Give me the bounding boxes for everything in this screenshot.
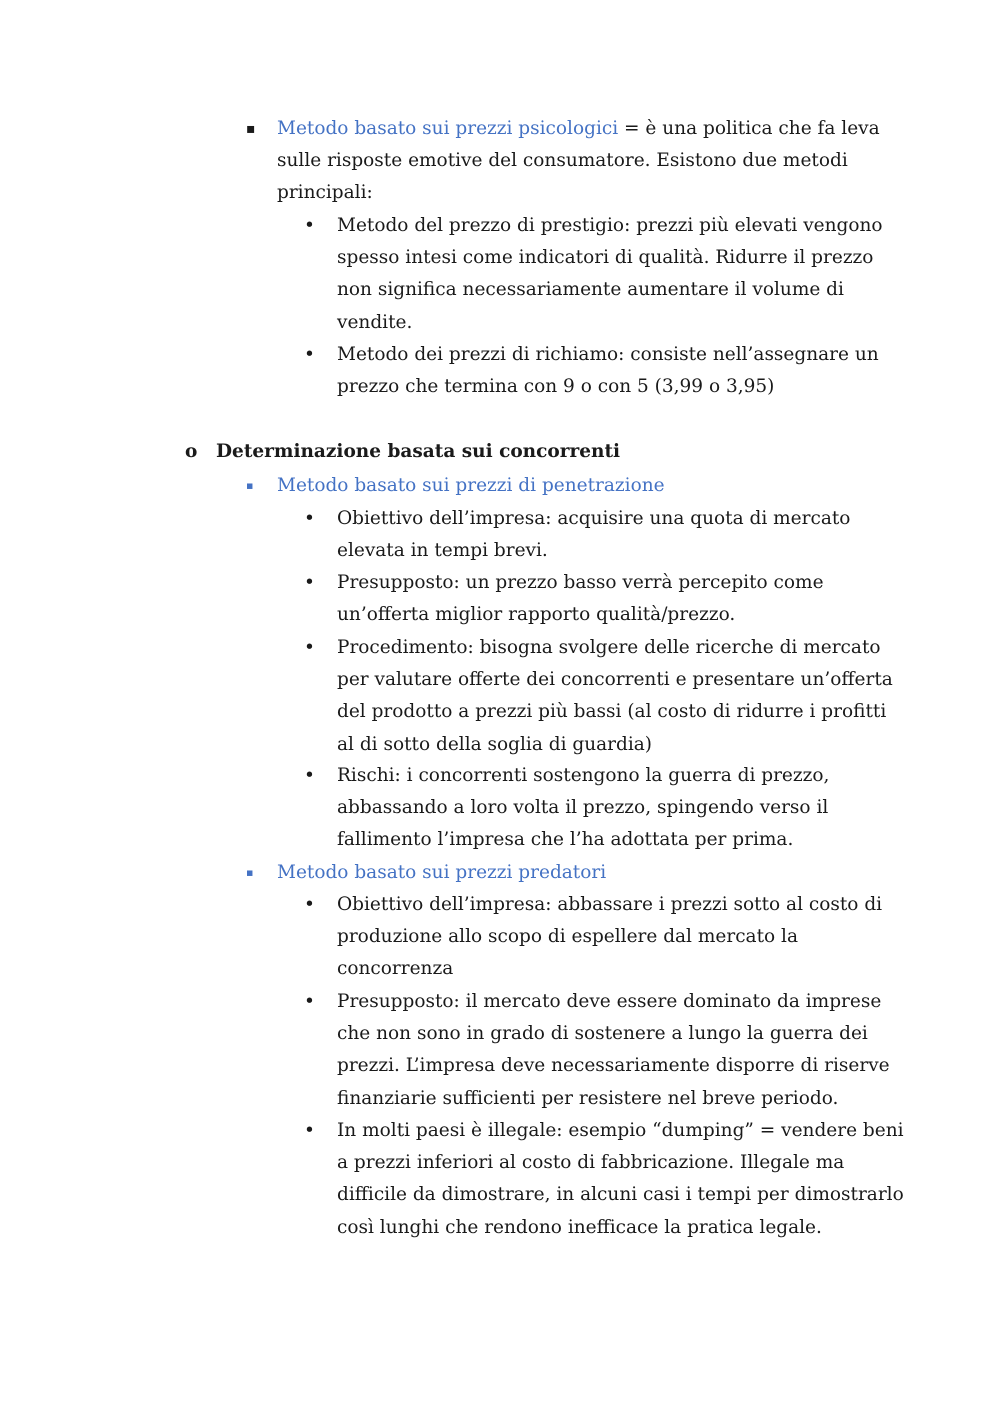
text-line: vendite. (337, 311, 413, 333)
list-item (337, 1115, 904, 1244)
text-line: produzione allo scopo di espellere dal mercato la (337, 926, 798, 948)
text-line: concorrenza (337, 958, 454, 980)
text-line: difficile da dimostrare, in alcuni casi i tempi per dimostrarlo (337, 1184, 904, 1206)
text-line: Obiettivo dell’impresa: abbassare i prezzi sotto al costo di (337, 894, 883, 915)
text-line: Rischi: i concorrenti sostengono la guerra di prezzo, (337, 765, 830, 786)
text-line: un’offerta miglior rapporto qualità/prezzo. (337, 604, 736, 626)
section-heading: Determinazione basata sui concorrenti (216, 441, 621, 462)
list-item (337, 632, 893, 761)
text-line: Procedimento: bisogna svolgere delle ricerche di mercato (337, 637, 881, 658)
text-line: così lunghi che rendono inefficace la pratica legale. (337, 1216, 822, 1238)
text-line: prezzo che termina con 9 o con 5 (3,99 o 3,95) (337, 376, 775, 398)
text-line: Obiettivo dell’impresa: acquisire una quota di mercato (337, 508, 851, 529)
list-item (337, 760, 829, 857)
text-line: al di sotto della soglia di guardia) (337, 733, 653, 755)
dot-bullet-icon: • (304, 508, 315, 529)
text-line: per valutare offerte dei concorrenti e presentare un’offerta (337, 669, 893, 691)
text-line: Metodo dei prezzi di richiamo: consiste nell’assegnare un (337, 344, 879, 365)
text-line: che non sono in grado di sostenere a lungo la guerra dei (337, 1023, 868, 1045)
text-line: a prezzi inferiori al costo di fabbricazione. Illegale ma (337, 1152, 845, 1174)
dot-bullet-icon: • (304, 765, 315, 786)
text-line: Presupposto: un prezzo basso verrà percepito come (337, 572, 824, 593)
dot-bullet-icon: • (304, 991, 315, 1012)
dot-bullet-icon: • (304, 572, 315, 593)
list-item (337, 210, 883, 339)
list-item-psicologici (277, 113, 880, 210)
text-line: non significa necessariamente aumentare il volume di (337, 279, 844, 301)
square-bullet-icon: ▪ (246, 121, 256, 137)
dot-bullet-icon: • (304, 344, 315, 365)
method-desc-line: = è una politica che fa leva (618, 118, 880, 139)
text-line: Metodo del prezzo di prestigio: prezzi più elevati vengono (337, 215, 883, 236)
circle-bullet-icon: o (185, 441, 198, 462)
text-line: del prodotto a prezzi più bassi (al costo di ridurre i profitti (337, 701, 887, 723)
text-line: spesso intesi come indicatori di qualità. Ridurre il prezzo (337, 247, 874, 269)
list-item (337, 567, 824, 631)
text-line: Presupposto: il mercato deve essere dominato da imprese (337, 991, 882, 1012)
dot-bullet-icon: • (304, 1120, 315, 1141)
text-line: In molti paesi è illegale: esempio “dumping” = vendere beni (337, 1120, 904, 1141)
method-title-psicologici: Metodo basato sui prezzi psicologici (277, 118, 619, 139)
method-desc-line: sulle risposte emotive del consumatore. Esistono due metodi (277, 150, 848, 172)
dot-bullet-icon: • (304, 637, 315, 658)
list-item (337, 339, 879, 403)
method-desc-line: principali: (277, 182, 373, 204)
dot-bullet-icon: • (304, 894, 315, 915)
method-title-predatori: Metodo basato sui prezzi predatori (277, 862, 607, 883)
square-bullet-icon: ▪ (246, 866, 254, 879)
square-bullet-icon: ▪ (246, 479, 254, 492)
method-title-penetrazione: Metodo basato sui prezzi di penetrazione (277, 475, 665, 496)
text-line: elevata in tempi brevi. (337, 540, 548, 562)
text-line: abbassando a loro volta il prezzo, spingendo verso il (337, 797, 829, 819)
list-item (337, 503, 850, 567)
dot-bullet-icon: • (304, 215, 315, 236)
text-line: fallimento l’impresa che l’ha adottata per prima. (337, 829, 794, 851)
list-item (337, 889, 882, 986)
text-line: finanziarie sufficienti per resistere nel breve periodo. (337, 1087, 839, 1109)
list-item (337, 986, 890, 1115)
text-line: prezzi. L’impresa deve necessariamente disporre di riserve (337, 1055, 890, 1077)
